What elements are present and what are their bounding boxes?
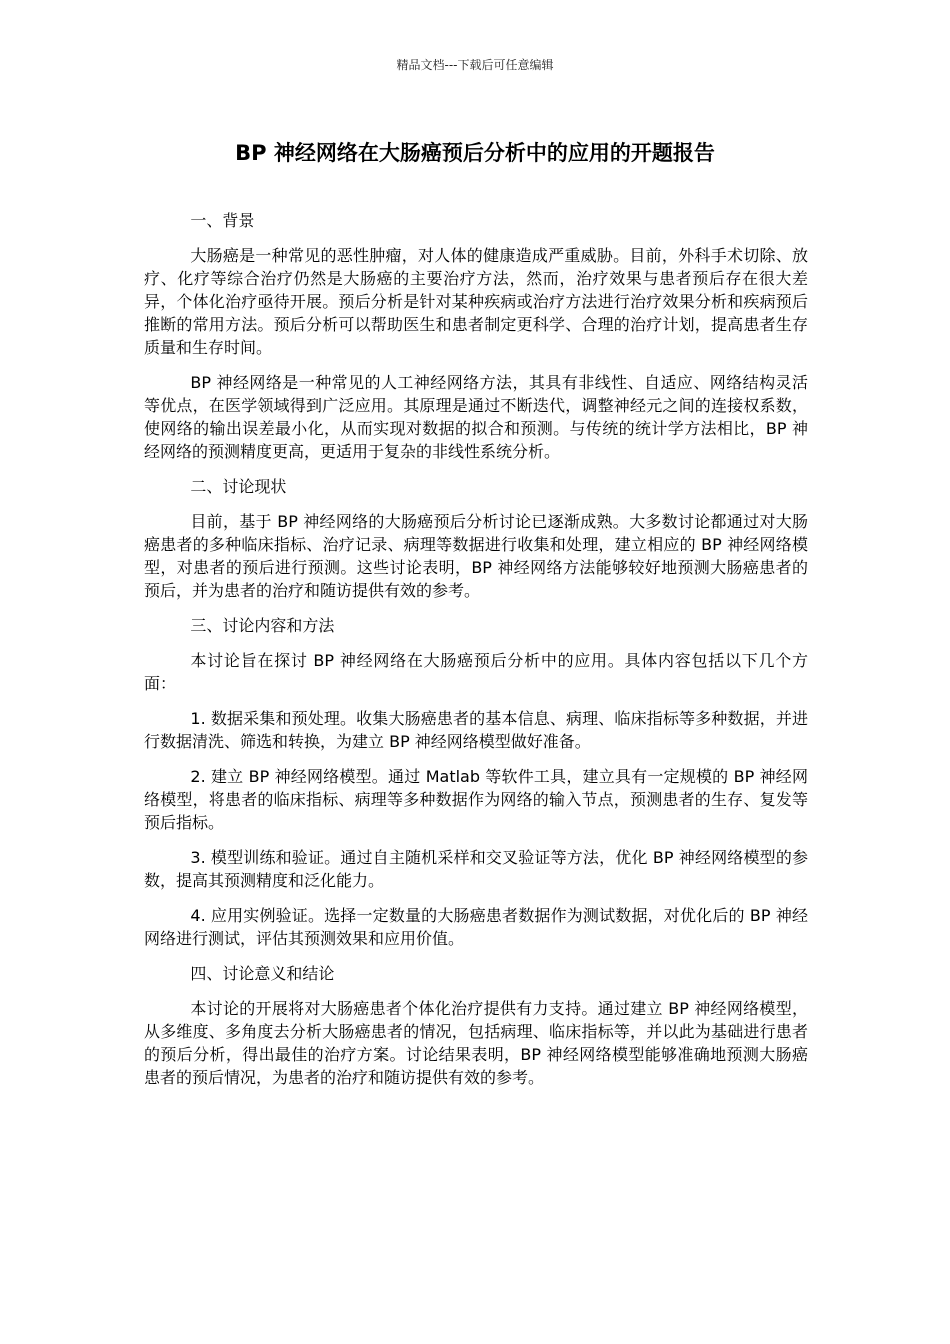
section-heading-significance: 四、讨论意义和结论: [190, 964, 335, 983]
section-heading-status: 二、讨论现状: [190, 477, 287, 496]
list-item: 2. 建立 BP 神经网络模型。通过 Matlab 等软件工具，建立具有一定规模的 BP 神经网络模型，将患者的临床指标、病理等多种数据作为网络的输入节点，预测患者的生存、复发等预后指标。: [144, 767, 808, 832]
list-item: 3. 模型训练和验证。通过自主随机采样和交叉验证等方法，优化 BP 神经网络模型的参数，提高其预测精度和泛化能力。: [144, 848, 808, 890]
section-heading-background: 一、背景: [190, 211, 255, 230]
section-heading-content-methods: 三、讨论内容和方法: [190, 616, 335, 635]
paragraph: 大肠癌是一种常见的恶性肿瘤，对人体的健康造成严重威胁。目前，外科手术切除、放疗、化疗等综合治疗仍然是大肠癌的主要治疗方法，然而，治疗效果与患者预后存在很大差异，个体化治疗亟待开展。预后分析是针对某种疾病或治疗方法进行治疗效果分析和疾病预后推断的常用方法。预后分析可以帮助医生和患者制定更科学、合理的治疗计划，提高患者生存质量和生存时间。: [144, 246, 808, 357]
paragraph: 目前，基于 BP 神经网络的大肠癌预后分析讨论已逐渐成熟。大多数讨论都通过对大肠癌患者的多种临床指标、治疗记录、病理等数据进行收集和处理，建立相应的 BP 神经网络模型，对患者的预后进行预测。这些讨论表明，BP 神经网络方法能够较好地预测大肠癌患者的预后，并为患者的治疗和随访提供有效的参考。: [144, 512, 808, 600]
list-item: 1. 数据采集和预处理。收集大肠癌患者的基本信息、病理、临床指标等多种数据，并进行数据清洗、筛选和转换，为建立 BP 神经网络模型做好准备。: [144, 709, 808, 751]
document-body: [144, 209, 808, 1101]
header-note: 精品文档---下载后可任意编辑: [396, 58, 554, 72]
paragraph: 本讨论旨在探讨 BP 神经网络在大肠癌预后分析中的应用。具体内容包括以下几个方面：: [144, 651, 808, 693]
document-title: BP 神经网络在大肠癌预后分析中的应用的开题报告: [235, 141, 715, 165]
paragraph: 本讨论的开展将对大肠癌患者个体化治疗提供有力支持。通过建立 BP 神经网络模型，从多维度、多角度去分析大肠癌患者的情况，包括病理、临床指标等，并以此为基础进行患者的预后分析，得出最佳的治疗方案。讨论结果表明，BP 神经网络模型能够准确地预测大肠癌患者的预后情况，为患者的治疗和随访提供有效的参考。: [144, 999, 808, 1087]
paragraph: BP 神经网络是一种常见的人工神经网络方法，其具有非线性、自适应、网络结构灵活等优点，在医学领域得到广泛应用。其原理是通过不断迭代，调整神经元之间的连接权系数，使网络的输出误差最小化，从而实现对数据的拟合和预测。与传统的统计学方法相比，BP 神经网络的预测精度更高，更适用于复杂的非线性系统分析。: [144, 373, 808, 461]
list-item: 4. 应用实例验证。选择一定数量的大肠癌患者数据作为测试数据，对优化后的 BP 神经网络进行测试，评估其预测效果和应用价值。: [144, 906, 808, 948]
